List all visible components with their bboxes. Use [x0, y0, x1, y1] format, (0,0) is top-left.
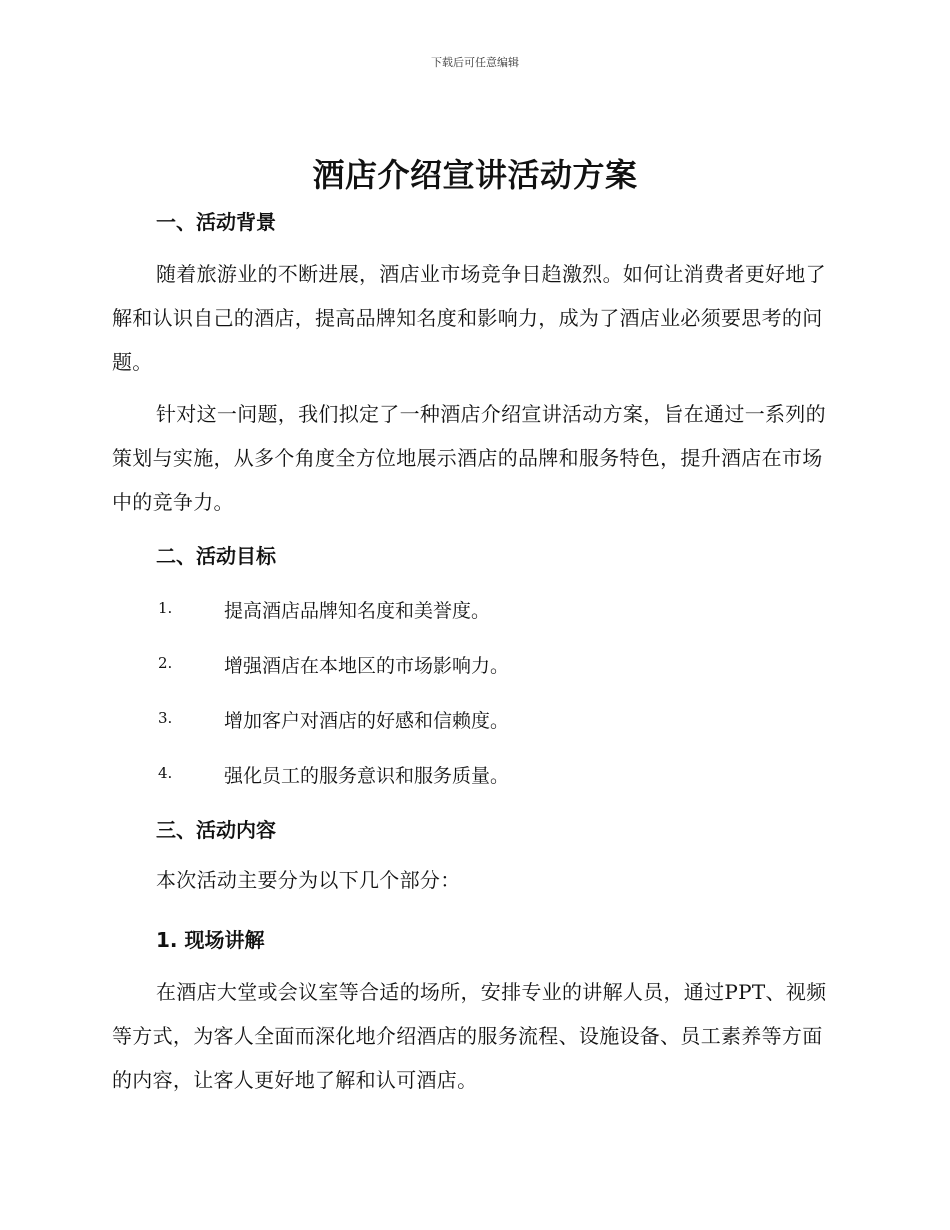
section-heading-goals: 二、活动目标: [156, 544, 276, 568]
section-content-heading-wrap: [112, 814, 832, 843]
section-background-para-1-wrap: [112, 252, 832, 384]
goal-list-item: [158, 761, 509, 788]
subsection-heading-onsite: 1. 现场讲解: [156, 928, 265, 952]
list-number: 4.: [158, 764, 173, 782]
goal-list-item: [158, 706, 509, 733]
list-text: 增加客户对酒店的好感和信赖度。: [224, 710, 510, 732]
subsection-onsite-para-wrap: [112, 970, 832, 1102]
section-heading-content: 三、活动内容: [156, 818, 276, 842]
section-goals-heading-wrap: [112, 540, 832, 569]
list-text: 强化员工的服务意识和服务质量。: [224, 765, 510, 787]
list-text: 提高酒店品牌知名度和美誉度。: [224, 600, 491, 622]
page-header: 下载后可任意编辑: [431, 56, 519, 69]
goal-list-item: [158, 596, 490, 623]
section-background-para-2-wrap: [112, 392, 832, 524]
list-number: 3.: [158, 709, 173, 727]
background-paragraph-1: 随着旅游业的不断进展，酒店业市场竞争日趋激烈。如何让消费者更好地了解和认识自己的酒店，提高品牌知名度和影响力，成为了酒店业必须要思考的问题。: [112, 262, 826, 374]
content-intro-paragraph: 本次活动主要分为以下几个部分：: [156, 868, 461, 892]
list-number: 1.: [158, 599, 173, 617]
section-background-heading-wrap: [112, 206, 832, 235]
document-title: 酒店介绍宣讲活动方案: [312, 156, 638, 194]
list-number: 2.: [158, 654, 173, 672]
section-content-intro-wrap: [112, 858, 832, 902]
list-text: 增强酒店在本地区的市场影响力。: [224, 655, 510, 677]
onsite-paragraph: 在酒店大堂或会议室等合适的场所，安排专业的讲解人员，通过PPT、视频等方式，为客人全面而深化地介绍酒店的服务流程、设施设备、员工素养等方面的内容，让客人更好地了解和认可酒店。: [112, 980, 827, 1092]
background-paragraph-2: 针对这一问题，我们拟定了一种酒店介绍宣讲活动方案，旨在通过一系列的策划与实施，从多个角度全方位地展示酒店的品牌和服务特色，提升酒店在市场中的竞争力。: [112, 402, 826, 514]
section-heading-background: 一、活动背景: [156, 210, 276, 234]
subsection-onsite-heading-wrap: [112, 924, 832, 953]
goal-list-item: [158, 651, 509, 678]
